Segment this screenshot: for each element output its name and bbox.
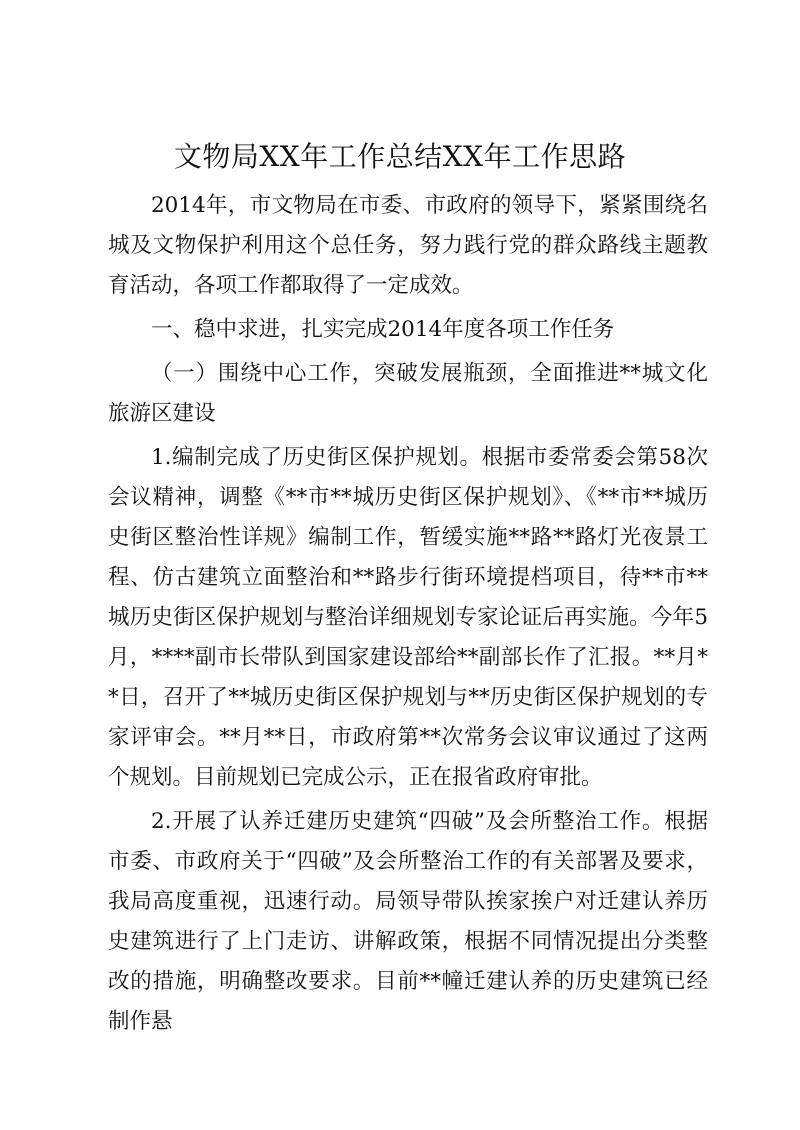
intro-paragraph: 2014年，市文物局在市委、市政府的领导下，紧紧围绕名城及文物保护利用这个总任务，努力践行党的群众路线主题教育活动，各项工作都取得了一定成效。 xyxy=(108,193,708,298)
document-title: 文物局XX年工作总结XX年工作思路 xyxy=(173,140,627,173)
document-body xyxy=(108,186,708,1042)
item-paragraph-1: 1.编制完成了历史街区保护规划。根据市委常委会第58次会议精神，调整《**市**城历史街区保护规划》、《**市**城历史街区整治性详规》编制工作，暂缓实施**路**路灯光夜景工程、仿古建筑立面整治和**路步行街环境提档项目，待**市**城历史街区保护规划与整治详细规划专家论证后再实施。今年5月，****副市长带队到国家建设部给**副部长作了汇报。**月**日，召开了**城历史街区保护规划与**历史街区保护规划的专家评审会。**月**日，市政府第**次常务会议审议通过了这两个规划。目前规划已完成公示，正在报省政府审批。 xyxy=(108,445,708,790)
subsection-heading-1: （一）围绕中心工作，突破发展瓶颈，全面推进**城文化旅游区建设 xyxy=(108,361,708,426)
section-heading-1: 一、稳中求进，扎实完成2014年度各项工作任务 xyxy=(151,317,615,342)
item-paragraph-2: 2.开展了认养迁建历史建筑“四破”及会所整治工作。根据市委、市政府关于“四破”及会所整治工作的有关部署及要求，我局高度重视，迅速行动。局领导带队挨家挨户对迁建认养历史建筑进行了上门走访、讲解政策，根据不同情况提出分类整改的措施，明确整改要求。目前**幢迁建认养的历史建筑已经制作悬 xyxy=(108,809,708,1034)
